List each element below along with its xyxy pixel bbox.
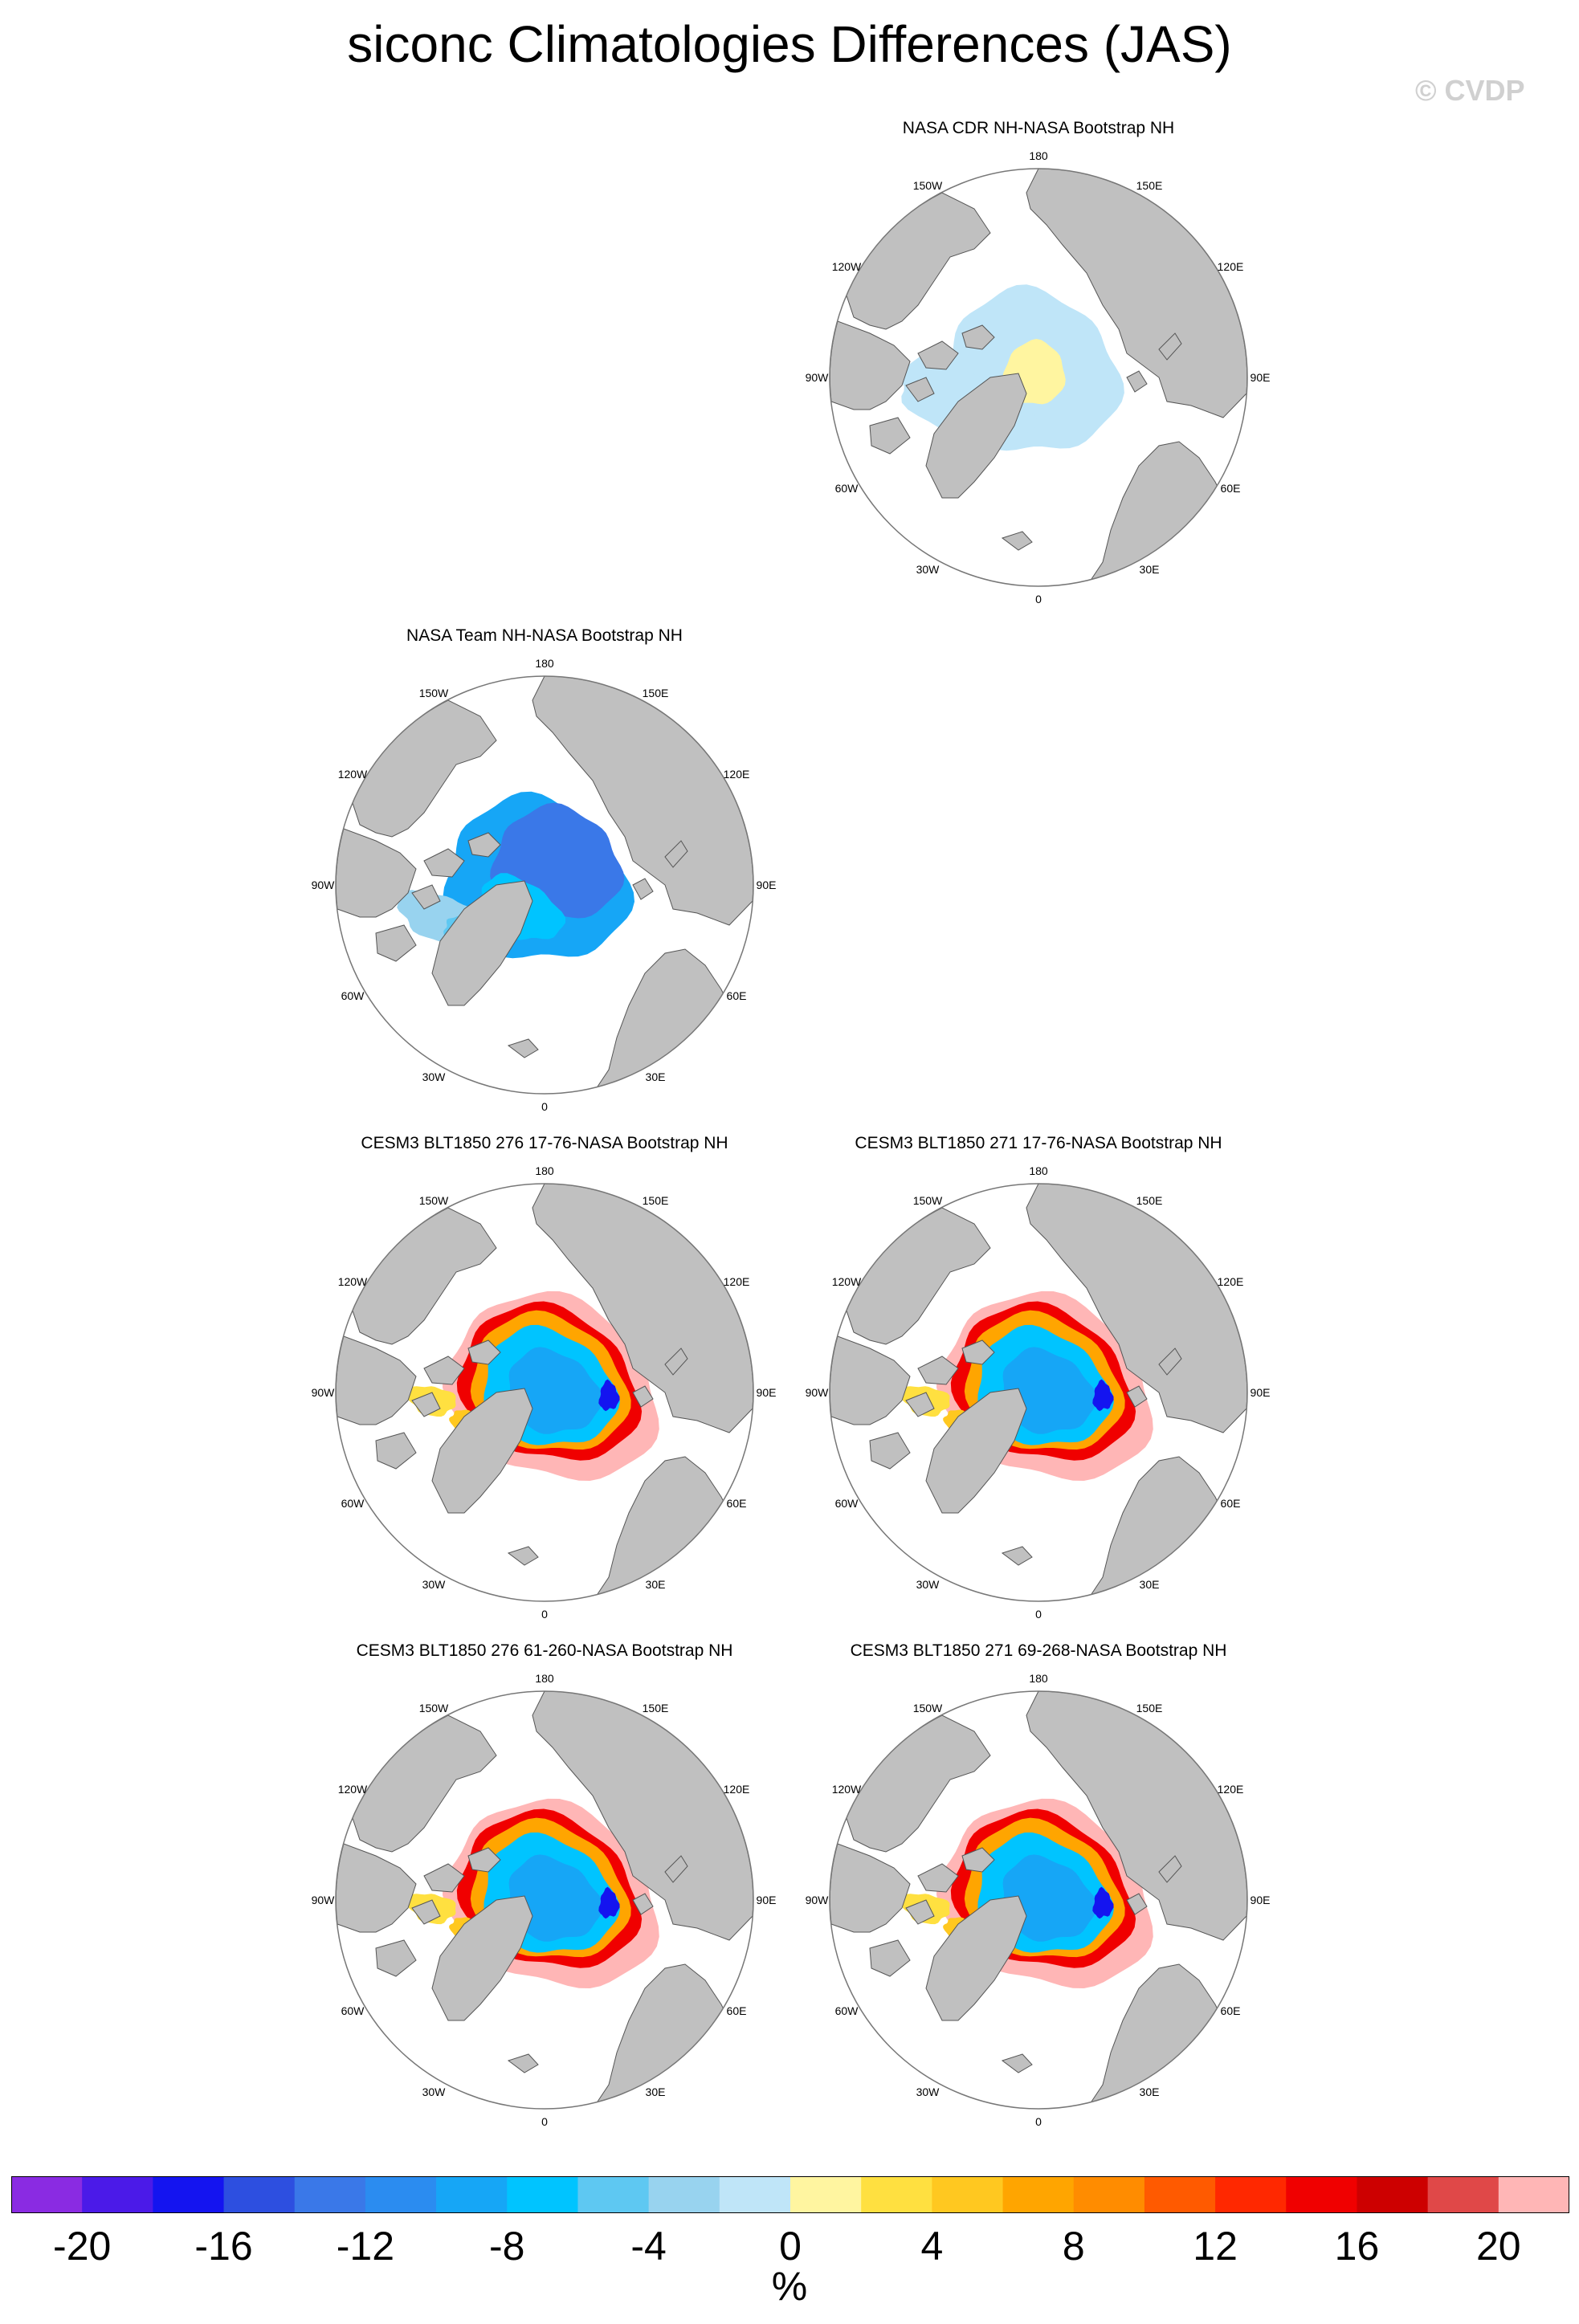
colorbar-swatch xyxy=(153,2176,224,2213)
longitude-label: 90W xyxy=(311,1386,335,1399)
longitude-label: 150W xyxy=(912,1194,943,1207)
longitude-label: 60E xyxy=(1220,482,1241,495)
colorbar-swatch xyxy=(1499,2176,1569,2213)
longitude-label: 60E xyxy=(726,989,747,1002)
colorbar-swatch xyxy=(224,2176,296,2213)
colorbar-tick-label: 16 xyxy=(1334,2224,1380,2269)
longitude-label: 150E xyxy=(642,687,669,699)
longitude-label: 120W xyxy=(337,1783,368,1796)
longitude-label: 30E xyxy=(1139,563,1160,576)
longitude-label: 30W xyxy=(916,1578,940,1591)
longitude-label: 60E xyxy=(1220,2004,1241,2017)
colorbar-tick-label: -12 xyxy=(336,2224,395,2269)
longitude-label: 150E xyxy=(1136,179,1163,192)
colorbar-swatch xyxy=(82,2176,153,2213)
colorbar-tick-label: -16 xyxy=(194,2224,253,2269)
longitude-label: 30E xyxy=(645,1578,666,1591)
panel-title-model-276-b: CESM3 BLT1850 276 61-260-NASA Bootstrap NH xyxy=(356,1641,733,1660)
colorbar-tick-label: -4 xyxy=(630,2224,667,2269)
longitude-label: 90E xyxy=(1250,371,1271,384)
longitude-label: 60E xyxy=(726,2004,747,2017)
panel-title-model-276-a: CESM3 BLT1850 276 17-76-NASA Bootstrap NH xyxy=(361,1134,728,1152)
colorbar-swatch xyxy=(932,2176,1003,2213)
longitude-label: 150W xyxy=(418,1702,449,1714)
longitude-label: 90W xyxy=(805,1386,829,1399)
longitude-label: 150W xyxy=(418,687,449,699)
longitude-label: 120E xyxy=(723,768,750,781)
colorbar-tick-label: 0 xyxy=(779,2224,802,2269)
longitude-label: 30W xyxy=(422,1578,446,1591)
longitude-label: 180 xyxy=(535,1672,554,1685)
colorbar-swatch xyxy=(1357,2176,1428,2213)
colorbar-swatch xyxy=(365,2176,437,2213)
longitude-label: 90W xyxy=(805,1894,829,1906)
colorbar-swatch xyxy=(649,2176,720,2213)
longitude-label: 30E xyxy=(1139,2085,1160,2098)
longitude-label: 180 xyxy=(1029,149,1048,162)
colorbar-swatch xyxy=(577,2176,649,2213)
longitude-label: 0 xyxy=(1035,2115,1042,2128)
longitude-label: 60W xyxy=(834,482,859,495)
cvdp-watermark: © CVDP xyxy=(1415,74,1525,107)
colorbar-tick-label: -8 xyxy=(489,2224,525,2269)
longitude-label: 150E xyxy=(1136,1194,1163,1207)
figure-title: siconc Climatologies Differences (JAS) xyxy=(347,15,1232,73)
colorbar-swatch xyxy=(1215,2176,1287,2213)
longitude-label: 30W xyxy=(422,2085,446,2098)
colorbar-swatch xyxy=(1074,2176,1145,2213)
colorbar-unit-label: % xyxy=(771,2264,808,2309)
longitude-label: 150W xyxy=(912,179,943,192)
longitude-label: 120W xyxy=(831,1783,862,1796)
longitude-label: 180 xyxy=(535,657,554,670)
longitude-label: 0 xyxy=(1035,1608,1042,1621)
longitude-label: 120E xyxy=(723,1783,750,1796)
longitude-label: 120W xyxy=(831,1275,862,1288)
longitude-label: 150W xyxy=(418,1194,449,1207)
longitude-label: 30E xyxy=(645,1070,666,1083)
polar-map-cdr xyxy=(805,149,1271,605)
colorbar-tick-label: 4 xyxy=(920,2224,944,2269)
colorbar-swatch xyxy=(1003,2176,1075,2213)
longitude-label: 90W xyxy=(311,1894,335,1906)
longitude-label: 90E xyxy=(1250,1386,1271,1399)
longitude-label: 60W xyxy=(341,989,365,1002)
longitude-label: 180 xyxy=(1029,1672,1048,1685)
longitude-label: 90W xyxy=(805,371,829,384)
longitude-label: 60E xyxy=(726,1497,747,1510)
longitude-label: 90E xyxy=(756,879,777,891)
longitude-label: 30E xyxy=(1139,1578,1160,1591)
colorbar-swatch xyxy=(1286,2176,1357,2213)
longitude-label: 0 xyxy=(541,1100,548,1113)
longitude-label: 30W xyxy=(916,563,940,576)
longitude-label: 0 xyxy=(541,2115,548,2128)
panel-title-model-271-b: CESM3 BLT1850 271 69-268-NASA Bootstrap NH xyxy=(850,1641,1227,1660)
longitude-label: 150W xyxy=(912,1702,943,1714)
longitude-label: 0 xyxy=(1035,593,1042,605)
polar-map-model-271-b xyxy=(805,1672,1271,2128)
longitude-label: 30W xyxy=(916,2085,940,2098)
longitude-label: 150E xyxy=(642,1194,669,1207)
longitude-label: 90E xyxy=(756,1894,777,1906)
longitude-label: 120E xyxy=(1217,1783,1244,1796)
polar-map-model-271-a xyxy=(805,1164,1271,1621)
panel-title-cdr: NASA CDR NH-NASA Bootstrap NH xyxy=(902,119,1175,137)
colorbar-swatch xyxy=(11,2176,83,2213)
colorbar-tick-label: 8 xyxy=(1062,2224,1085,2269)
panel-title-model-271-a: CESM3 BLT1850 271 17-76-NASA Bootstrap NH xyxy=(855,1134,1222,1152)
colorbar xyxy=(11,2176,1569,2213)
longitude-label: 60E xyxy=(1220,1497,1241,1510)
longitude-label: 150E xyxy=(642,1702,669,1714)
longitude-label: 90E xyxy=(1250,1894,1271,1906)
longitude-label: 120W xyxy=(831,260,862,273)
colorbar-tick-label: -20 xyxy=(53,2224,112,2269)
colorbar-swatch xyxy=(295,2176,366,2213)
longitude-label: 60W xyxy=(341,1497,365,1510)
colorbar-swatch xyxy=(720,2176,791,2213)
longitude-label: 120E xyxy=(1217,260,1244,273)
colorbar-swatch xyxy=(861,2176,932,2213)
polar-map-model-276-a xyxy=(311,1164,777,1621)
colorbar-swatch xyxy=(1144,2176,1216,2213)
colorbar-swatch xyxy=(790,2176,862,2213)
longitude-label: 90W xyxy=(311,879,335,891)
longitude-label: 60W xyxy=(341,2004,365,2017)
panel-title-team: NASA Team NH-NASA Bootstrap NH xyxy=(406,626,683,645)
colorbar-swatch xyxy=(436,2176,508,2213)
longitude-label: 30W xyxy=(422,1070,446,1083)
longitude-label: 150E xyxy=(1136,1702,1163,1714)
colorbar-swatch xyxy=(1428,2176,1499,2213)
longitude-label: 120E xyxy=(723,1275,750,1288)
colorbar-tick-label: 20 xyxy=(1476,2224,1521,2269)
longitude-label: 90E xyxy=(756,1386,777,1399)
polar-map-team xyxy=(311,657,777,1113)
polar-map-model-276-b xyxy=(311,1672,777,2128)
colorbar-tick-label: 12 xyxy=(1193,2224,1238,2269)
longitude-label: 60W xyxy=(834,1497,859,1510)
longitude-label: 180 xyxy=(535,1164,554,1177)
longitude-label: 180 xyxy=(1029,1164,1048,1177)
longitude-label: 120E xyxy=(1217,1275,1244,1288)
longitude-label: 120W xyxy=(337,768,368,781)
longitude-label: 120W xyxy=(337,1275,368,1288)
longitude-label: 60W xyxy=(834,2004,859,2017)
colorbar-swatch xyxy=(507,2176,578,2213)
longitude-label: 0 xyxy=(541,1608,548,1621)
longitude-label: 30E xyxy=(645,2085,666,2098)
